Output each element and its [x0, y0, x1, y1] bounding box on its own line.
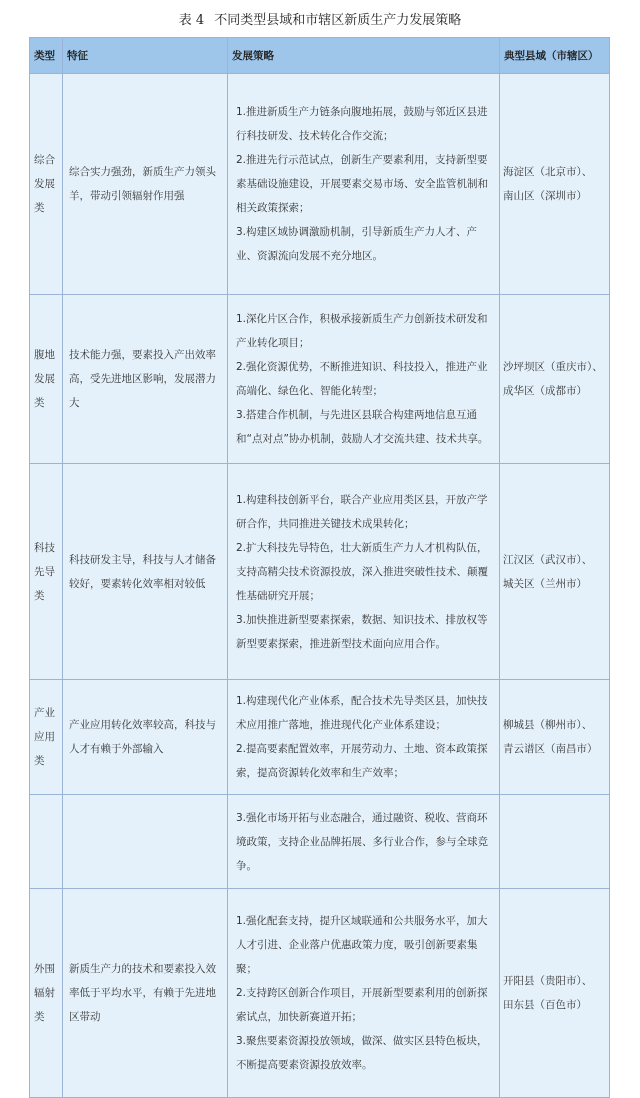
region-item: 江汉区（武汉市）、 [503, 553, 593, 566]
strategy-item: 2.强化资源优势，不断推进知识、科技投入，推进产业高端化、绿色化、智能化转型； [236, 361, 488, 397]
feature-cell: 产业应用转化效率较高，科技与人才有赖于外部输入 [63, 680, 228, 795]
table-row [30, 74, 610, 295]
region-item: 沙坪坝区（重庆市）、 [503, 361, 603, 373]
feature-cell [63, 795, 228, 889]
strategy-item: 2.提高要素配置效率，开展劳动力、土地、资本政策探索，提高资源转化效率和生产效率； [236, 743, 488, 779]
header-feature: 特征 [63, 38, 228, 74]
region-cell [500, 295, 610, 464]
header-type: 类型 [30, 38, 63, 74]
feature-cell: 新质生产力的技术和要素投入效率低于平均水平，有赖于先进地区带动 [63, 889, 228, 1098]
type-cell: 产业应用类 [30, 680, 63, 795]
strategy-item: 1.构建现代化产业体系，配合技术先导类区县，加快技术应用推广落地，推进现代化产业体系建设； [236, 695, 488, 731]
type-cell: 腹地发展类 [30, 295, 63, 464]
region-cell [500, 464, 610, 680]
strategy-item: 1.强化配套支持，提升区域联通和公共服务水平，加大人才引进、企业落户优惠政策力度，吸引创新要素集聚； [236, 915, 488, 975]
type-cell: 外围辐射类 [30, 889, 63, 1098]
table-row [30, 464, 610, 680]
strategy-item: 2.扩大科技先导特色，壮大新质生产力人才机构队伍，支持高精尖技术资源投放，深入推进突破性技术、颠覆性基础研究开展； [236, 541, 488, 602]
strategy-item: 3.构建区域协调激励机制，引导新质生产力人才、产业、资源流向发展不充分地区。 [236, 226, 478, 262]
strategy-item: 1.深化片区合作，积极承接新质生产力创新技术研发和产业转化项目； [236, 313, 488, 349]
strategy-item: 1.构建科技创新平台，联合产业应用类区县，开放产学研合作，共同推进关键技术成果转化； [236, 493, 488, 530]
table-caption [0, 9, 640, 28]
strategy-cell [228, 889, 500, 1098]
table-row [30, 680, 610, 795]
table-title: 不同类型县域和市辖区新质生产力发展策略 [214, 13, 462, 28]
region-cell [500, 74, 610, 295]
strategy-item: 2.支持跨区创新合作项目，开展新型要素利用的创新探索试点，加快新赛道开拓； [236, 987, 488, 1023]
region-cell [500, 889, 610, 1098]
table-row [30, 795, 610, 889]
region-item: 开阳县（贵阳市）、 [503, 975, 593, 987]
region-item: 南山区（深圳市） [503, 190, 587, 202]
strategy-cell [228, 680, 500, 795]
region-cell [500, 680, 610, 795]
region-item: 田东县（百色市） [503, 999, 587, 1011]
type-cell [30, 795, 63, 889]
type-cell: 科技先导类 [30, 464, 63, 680]
strategy-item: 2.推进先行示范试点，创新生产要素利用，支持新型要素基础设施建设，开展要素交易市场、安全监管机制和相关政策探索； [236, 154, 488, 214]
strategy-item: 1.推进新质生产力链条向腹地拓展，鼓励与邻近区县进行科技研发、技术转化合作交流； [236, 106, 488, 142]
region-item: 成华区（成都市） [503, 385, 587, 397]
strategy-item: 3.聚焦要素资源投放领域，做深、做实区县特色板块，不断提高要素资源投放效率。 [236, 1035, 488, 1071]
strategy-item: 3.搭建合作机制，与先进区县联合构建两地信息互通和“点对点”协办机制，鼓励人才交流共建、技术共享。 [236, 409, 489, 445]
strategy-item: 3.强化市场开拓与业态融合，通过融资、税收、营商环境政策，支持企业品牌拓展、多行业合作，参与全球竞争。 [236, 811, 488, 872]
header-region: 典型县域（市辖区） [500, 38, 610, 74]
table-row [30, 889, 610, 1098]
region-cell [500, 795, 610, 889]
region-item: 柳城县（柳州市）、 [503, 719, 593, 731]
feature-cell: 科技研发主导，科技与人才储备较好，要素转化效率相对较低 [63, 464, 228, 680]
strategy-cell [228, 295, 500, 464]
strategy-cell [228, 74, 500, 295]
strategy-item: 3.加快推进新型要素探索，数据、知识技术、排放权等新型要素探索，推进新型技术面向应用合作。 [236, 613, 488, 650]
strategy-table [29, 37, 610, 1098]
region-item: 海淀区（北京市）、 [503, 166, 593, 178]
feature-cell: 技术能力强，要素投入产出效率高，受先进地区影响，发展潜力大 [63, 295, 228, 464]
type-cell: 综合发展类 [30, 74, 63, 295]
region-item: 青云谱区（南昌市） [503, 743, 598, 755]
strategy-cell [228, 464, 500, 680]
feature-cell: 综合实力强劲，新质生产力领头羊，带动引领辐射作用强 [63, 74, 228, 295]
region-item: 城关区（兰州市） [503, 577, 587, 590]
strategy-cell [228, 795, 500, 889]
table-row [30, 295, 610, 464]
table-header-row [30, 38, 610, 74]
header-strategy: 发展策略 [228, 38, 500, 74]
table-number: 表 4 [178, 13, 205, 28]
